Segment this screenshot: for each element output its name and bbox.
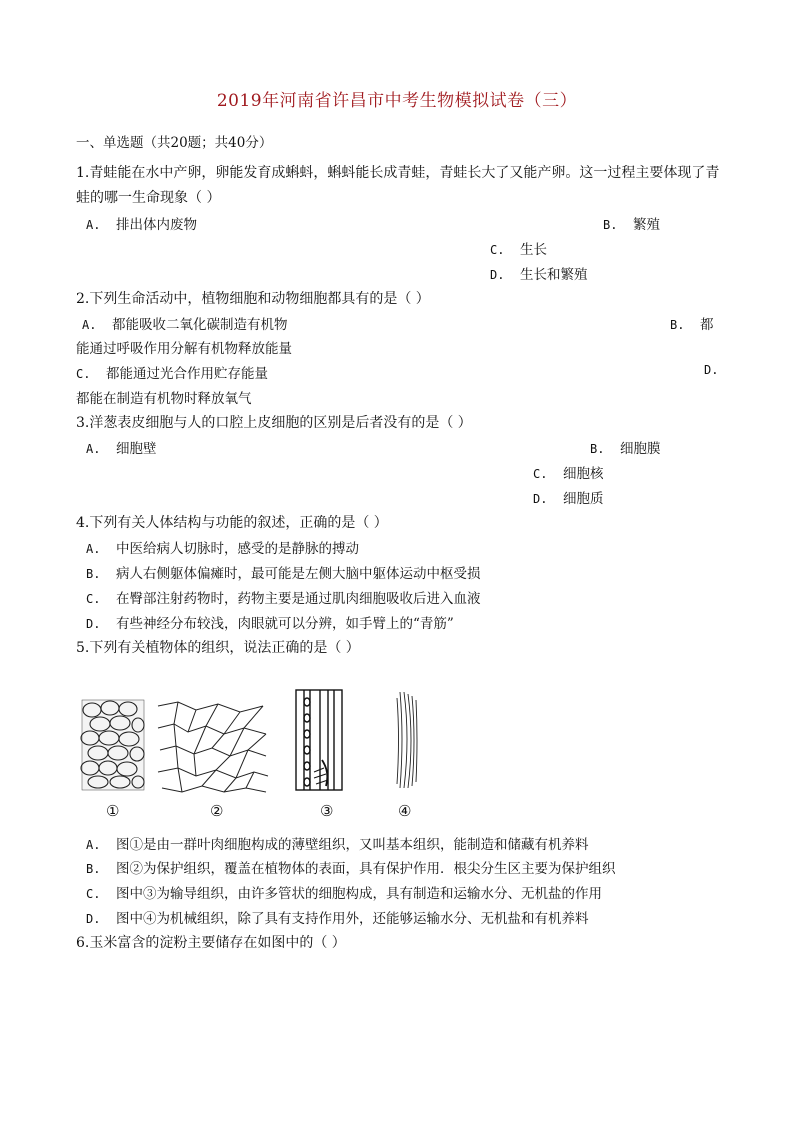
figure-label-3: ③ [320, 802, 334, 820]
question-3-stem: 3.洋葱表皮细胞与人的口腔上皮细胞的区别是后者没有的是（ ） [76, 415, 472, 431]
question-2-option-d-label: D. [704, 363, 719, 377]
question-4-option-a: A. 中医给病人切脉时，感受的是静脉的搏动 [86, 541, 359, 557]
plant-tissue-figure [78, 688, 438, 828]
tissue-image-1 [81, 700, 144, 790]
question-3-option-b: B. 细胞膜 [590, 441, 661, 457]
question-1-option-d: D. 生长和繁殖 [490, 267, 588, 283]
question-2-option-a: A. 都能吸收二氧化碳制造有机物 [82, 317, 288, 333]
question-5-stem: 5.下列有关植物体的组织，说法正确的是（ ） [76, 640, 360, 656]
question-5-option-a: A. 图①是由一群叶肉细胞构成的薄壁组织，又叫基本组织，能制造和储藏有机养料 [86, 837, 589, 853]
question-4-option-c: C. 在臀部注射药物时，药物主要是通过肌肉细胞吸收后进入血液 [86, 591, 481, 607]
question-5-option-d: D. 图中④为机械组织，除了具有支持作用外，还能够运输水分、无机盐和有机养料 [86, 911, 589, 927]
question-6-stem: 6.玉米富含的淀粉主要储存在如图中的（ ） [76, 935, 346, 951]
tissue-image-3 [296, 690, 342, 790]
question-1-option-a: A. 排出体内废物 [86, 217, 197, 233]
figure-label-2: ② [210, 802, 224, 820]
question-4-option-d: D. 有些神经分布较浅，肉眼就可以分辨，如手臂上的“青筋” [86, 616, 454, 632]
question-3-option-d: D. 细胞质 [533, 491, 604, 507]
question-1-option-b: B. 繁殖 [603, 217, 660, 233]
question-2-option-d: 都能在制造有机物时释放氧气 [76, 391, 252, 407]
question-5-option-c: C. 图中③为输导组织，由许多管状的细胞构成，具有制造和运输水分、无机盐的作用 [86, 886, 602, 902]
question-2-option-b: B. 都 [670, 317, 714, 333]
tissue-image-4 [397, 692, 417, 788]
question-2-option-b-continued: 能通过呼吸作用分解有机物释放能量 [76, 341, 292, 357]
question-2-stem: 2.下列生命活动中，植物细胞和动物细胞都具有的是（ ） [76, 291, 430, 307]
question-2-option-c: C. 都能通过光合作用贮存能量 [76, 366, 268, 382]
page-title: 2019年河南省许昌市中考生物模拟试卷（三） [216, 91, 578, 111]
figure-label-4: ④ [398, 802, 412, 820]
question-4-stem: 4.下列有关人体结构与功能的叙述，正确的是（ ） [76, 515, 388, 531]
question-1-stem-line1: 1.青蛙能在水中产卵，卵能发育成蝌蚪，蝌蚪能长成青蛙，青蛙长大了又能产卵。这一过程主要体现了青 [76, 165, 720, 181]
section-heading: 一、单选题（共20题；共40分） [76, 135, 273, 151]
question-1-option-c: C. 生长 [490, 242, 547, 258]
question-5-option-b: B. 图②为保护组织，覆盖在植物体的表面，具有保护作用．根尖分生区主要为保护组织 [86, 861, 616, 877]
question-1-stem-line2: 蛙的哪一生命现象（ ） [76, 190, 221, 206]
question-3-option-a: A. 细胞壁 [86, 441, 157, 457]
question-3-option-c: C. 细胞核 [533, 466, 604, 482]
tissue-image-2 [158, 702, 268, 792]
figure-label-1: ① [106, 802, 120, 820]
question-4-option-b: B. 病人右侧躯体偏瘫时，最可能是左侧大脑中躯体运动中枢受损 [86, 566, 481, 582]
